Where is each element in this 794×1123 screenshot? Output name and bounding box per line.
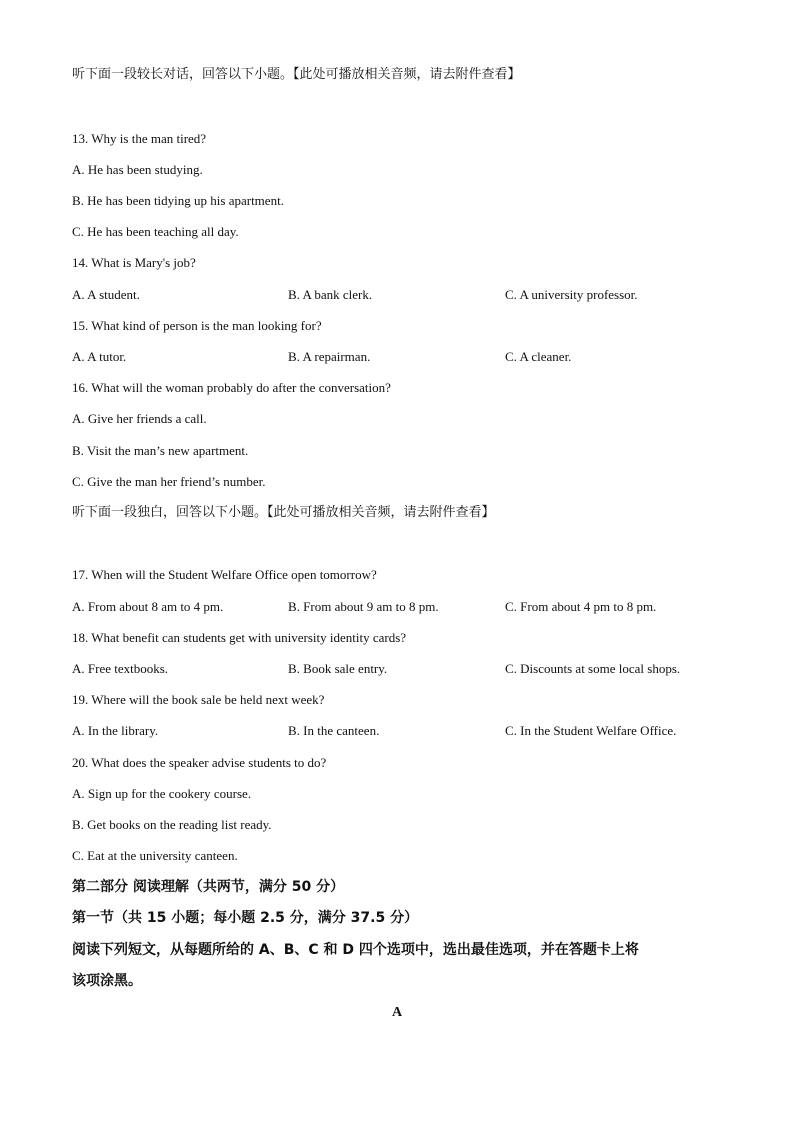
q20-option-c: C. Eat at the university canteen. (72, 848, 238, 863)
part2-title: 第二部分 阅读理解（共两节，满分 50 分） (72, 879, 345, 895)
section2-intro: 听下面一段独白，回答以下小题。【此处可播放相关音频，请去附件查看】 (72, 505, 495, 520)
q16-option-a: A. Give her friends a call. (72, 411, 207, 426)
q13-option-b: B. He has been tidying up his apartment. (72, 193, 284, 208)
section1-intro: 听下面一段较长对话，回答以下小题。【此处可播放相关音频，请去附件查看】 (72, 67, 521, 82)
q15-option-b: B. A repairman. (288, 349, 371, 364)
q14-option-a: A. A student. (72, 287, 140, 302)
q13-option-a: A. He has been studying. (72, 162, 203, 177)
q16-option-c: C. Give the man her friend’s number. (72, 474, 266, 489)
q14-option-c: C. A university professor. (505, 287, 638, 302)
q17-option-b: B. From about 9 am to 8 pm. (288, 599, 439, 614)
q13-stem: 13. Why is the man tired? (72, 131, 207, 146)
passage-label: A (391, 1005, 403, 1020)
q18-stem: 18. What benefit can students get with university identity cards? (72, 630, 407, 645)
q16-option-b: B. Visit the man’s new apartment. (72, 443, 249, 458)
q19-option-b: B. In the canteen. (288, 723, 380, 738)
q13-option-c: C. He has been teaching all day. (72, 224, 239, 239)
reading-instruction-line1: 阅读下列短文，从每题所给的 A、B、C 和 D 四个选项中，选出最佳选项，并在答题卡上将 (72, 942, 639, 958)
q15-stem: 15. What kind of person is the man looking for? (72, 318, 322, 333)
q14-option-b: B. A bank clerk. (288, 287, 373, 302)
q18-option-a: A. Free textbooks. (72, 661, 169, 676)
q19-option-c: C. In the Student Welfare Office. (505, 723, 677, 738)
reading-instruction-line2: 该项涂黑。 (72, 973, 142, 989)
q18-option-b: B. Book sale entry. (288, 661, 388, 676)
q20-option-a: A. Sign up for the cookery course. (72, 786, 252, 801)
q14-stem: 14. What is Mary's job? (72, 255, 196, 270)
q16-stem: 16. What will the woman probably do after the conversation? (72, 380, 391, 395)
q20-option-b: B. Get books on the reading list ready. (72, 817, 272, 832)
q19-option-a: A. In the library. (72, 723, 159, 738)
q17-option-c: C. From about 4 pm to 8 pm. (505, 599, 657, 614)
q19-stem: 19. Where will the book sale be held next week? (72, 692, 325, 707)
q15-option-c: C. A cleaner. (505, 349, 572, 364)
q18-option-c: C. Discounts at some local shops. (505, 661, 681, 676)
q17-option-a: A. From about 8 am to 4 pm. (72, 599, 224, 614)
part2-section1-title: 第一节（共 15 小题；每小题 2.5 分，满分 37.5 分） (72, 910, 419, 926)
q20-stem: 20. What does the speaker advise students to do? (72, 755, 327, 770)
q17-stem: 17. When will the Student Welfare Office open tomorrow? (72, 567, 377, 582)
q15-option-a: A. A tutor. (72, 349, 127, 364)
